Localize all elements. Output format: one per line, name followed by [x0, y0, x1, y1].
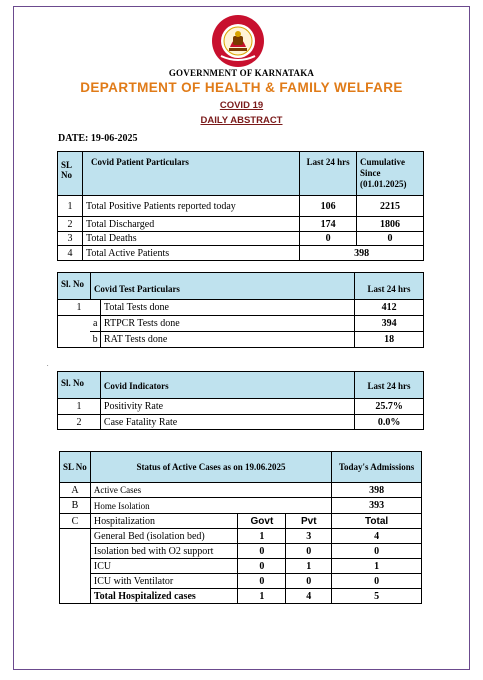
row-govt: 0	[238, 559, 286, 574]
row-sl: 1	[58, 399, 101, 415]
row-value: 412	[355, 300, 424, 316]
row-spacer	[58, 332, 91, 348]
row-value: 398	[332, 483, 422, 498]
footnote-mark: .	[47, 362, 49, 368]
col-total: Total	[332, 514, 422, 529]
table-row	[60, 559, 422, 574]
row-label: RTPCR Tests done	[100, 316, 354, 332]
table-row	[58, 232, 424, 246]
row-cumulative: 2215	[357, 196, 424, 217]
row-label: Active Cases	[90, 483, 331, 498]
table-row	[60, 514, 422, 529]
row-label: Case Fatality Rate	[100, 415, 354, 430]
row-spacer	[60, 574, 91, 589]
row-sl: 2	[58, 415, 101, 430]
row-sl: C	[60, 514, 91, 529]
table-row	[60, 498, 422, 514]
row-cumulative: 0	[357, 232, 424, 246]
row-label: Total Positive Patients reported today	[82, 196, 299, 217]
row-govt: 1	[238, 589, 286, 604]
row-pvt: 0	[286, 574, 332, 589]
government-title: GOVERNMENT OF KARNATAKA	[168, 68, 315, 78]
row-govt: 0	[238, 544, 286, 559]
table-row	[58, 316, 424, 332]
table-row	[60, 483, 422, 498]
table-row	[60, 589, 422, 604]
patient-particulars-table	[57, 151, 424, 261]
table-row	[58, 399, 424, 415]
col-particulars: Covid Test Particulars	[90, 273, 354, 300]
row-spacer	[58, 316, 91, 332]
row-spacer	[60, 589, 91, 604]
table-header-row	[60, 452, 422, 483]
covid-title: COVID 19	[219, 100, 264, 111]
row-sl: B	[60, 498, 91, 514]
row-value: 25.7%	[355, 399, 424, 415]
row-cumulative: 1806	[357, 217, 424, 232]
row-sl: a	[90, 316, 100, 332]
col-particulars: Covid Patient Particulars	[82, 152, 299, 196]
row-total: 1	[332, 559, 422, 574]
row-active-value: 398	[300, 246, 424, 261]
row-pvt: 4	[286, 589, 332, 604]
table-row	[58, 415, 424, 430]
row-last24: 106	[300, 196, 357, 217]
table-header-row	[58, 152, 424, 196]
row-spacer	[60, 544, 91, 559]
report-date: DATE: 19-06-2025	[58, 133, 138, 144]
table-row	[60, 574, 422, 589]
row-last24: 0	[300, 232, 357, 246]
row-sl: 3	[58, 232, 83, 246]
row-sl: A	[60, 483, 91, 498]
table-row	[58, 196, 424, 217]
row-label: ICU	[90, 559, 238, 574]
row-total: 0	[332, 574, 422, 589]
col-last24: Last 24 hrs	[355, 273, 424, 300]
row-label: Home Isolation	[90, 498, 331, 514]
row-label: ICU with Ventilator	[90, 574, 238, 589]
row-pvt: 3	[286, 529, 332, 544]
row-pvt: 1	[286, 559, 332, 574]
table-header-row	[58, 273, 424, 300]
row-label: Total Deaths	[82, 232, 299, 246]
row-govt: 0	[238, 574, 286, 589]
table-header-row	[58, 372, 424, 399]
row-spacer	[60, 529, 91, 544]
row-sl: 1	[58, 300, 101, 316]
abstract-title: DAILY ABSTRACT	[200, 115, 283, 126]
row-sl: b	[90, 332, 100, 348]
row-label: Total Discharged	[82, 217, 299, 232]
row-label: General Bed (isolation bed)	[90, 529, 238, 544]
row-label: Total Hospitalized cases	[90, 589, 238, 604]
karnataka-emblem-icon	[211, 14, 265, 68]
row-govt: 1	[238, 529, 286, 544]
col-last24: Last 24 hrs	[300, 152, 357, 196]
row-value: 394	[355, 316, 424, 332]
col-cumulative: Cumulative Since (01.01.2025)	[357, 152, 424, 196]
row-spacer	[60, 559, 91, 574]
col-sl: Sl. No	[58, 372, 101, 399]
row-value: 393	[332, 498, 422, 514]
test-particulars-table	[57, 272, 424, 348]
table-row	[58, 332, 424, 348]
row-label: Total Tests done	[100, 300, 354, 316]
table-row	[60, 544, 422, 559]
row-label: Total Active Patients	[82, 246, 299, 261]
col-last24: Last 24 hrs	[355, 372, 424, 399]
row-value: 0.0%	[355, 415, 424, 430]
row-label: Isolation bed with O2 support	[90, 544, 238, 559]
table-row	[58, 246, 424, 261]
col-sl: Sl. No	[58, 273, 91, 300]
col-admissions: Today's Admissions	[332, 452, 422, 483]
table-row	[58, 300, 424, 316]
col-pvt: Pvt	[286, 514, 332, 529]
row-sl: 1	[58, 196, 83, 217]
row-sl: 2	[58, 217, 83, 232]
row-label: Hospitalization	[90, 514, 238, 529]
table-row	[58, 217, 424, 232]
row-total: 4	[332, 529, 422, 544]
col-status: Status of Active Cases as on 19.06.2025	[90, 452, 331, 483]
col-sl: SL No	[60, 452, 91, 483]
row-last24: 174	[300, 217, 357, 232]
col-sl: SL No	[58, 152, 83, 196]
active-cases-table	[59, 451, 422, 604]
row-total: 5	[332, 589, 422, 604]
row-label: RAT Tests done	[100, 332, 354, 348]
row-total: 0	[332, 544, 422, 559]
row-pvt: 0	[286, 544, 332, 559]
row-sl: 4	[58, 246, 83, 261]
row-label: Positivity Rate	[100, 399, 354, 415]
row-value: 18	[355, 332, 424, 348]
department-title: DEPARTMENT OF HEALTH & FAMILY WELFARE	[80, 80, 403, 95]
col-govt: Govt	[238, 514, 286, 529]
table-row	[60, 529, 422, 544]
col-particulars: Covid Indicators	[100, 372, 354, 399]
covid-indicators-table	[57, 371, 424, 430]
